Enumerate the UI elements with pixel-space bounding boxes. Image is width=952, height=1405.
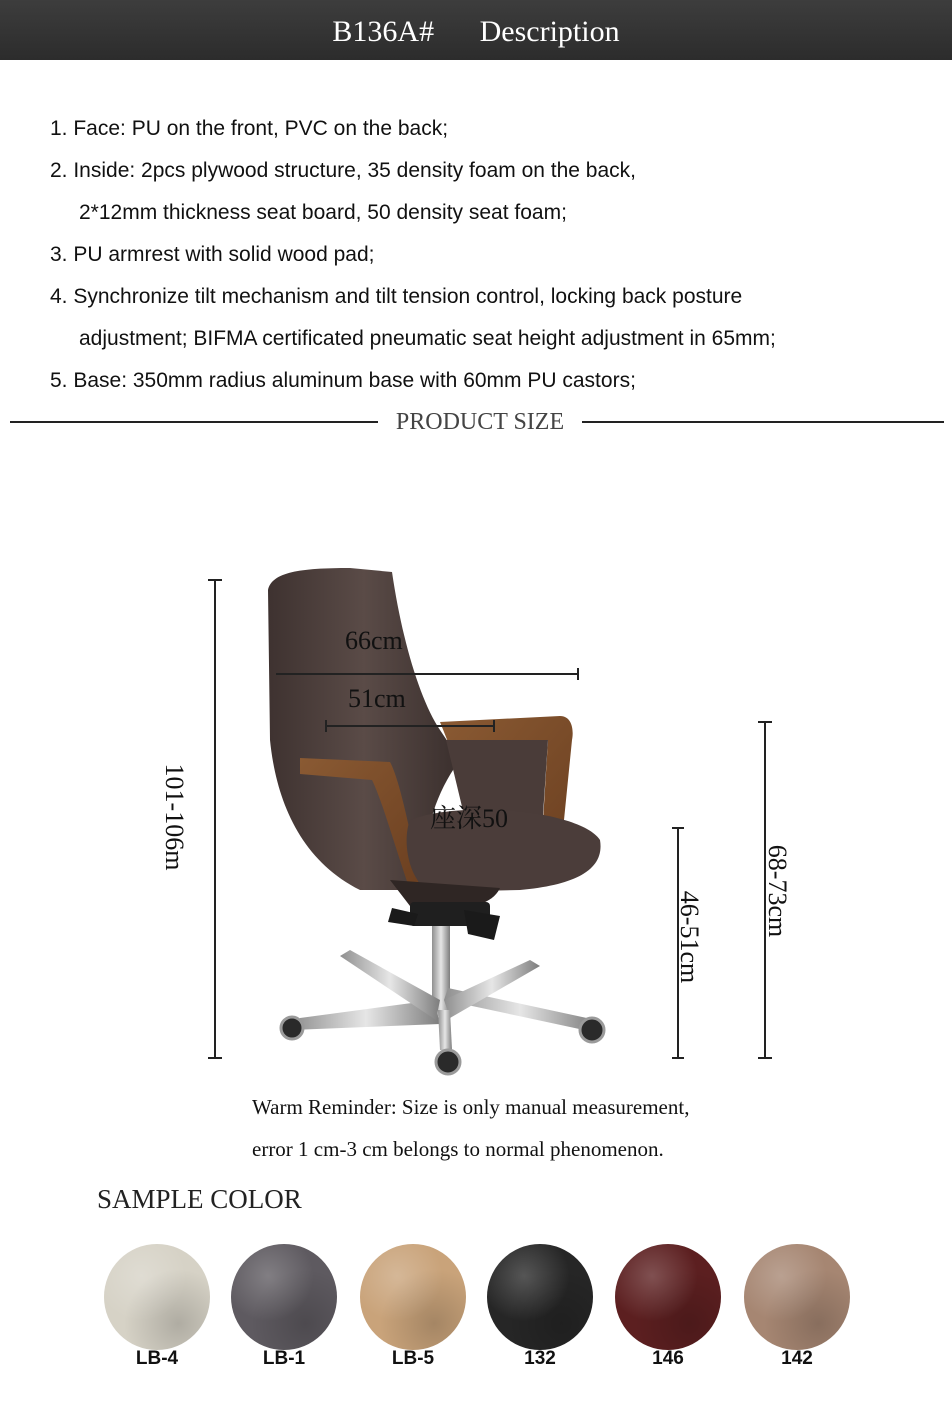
warm-reminder [252, 1086, 689, 1170]
reminder-line: Warm Reminder: Size is only manual measurement, [252, 1095, 690, 1119]
sample-color-title: SAMPLE COLOR [97, 1184, 302, 1214]
product-size-label: PRODUCT SIZE [395, 409, 565, 435]
header-title: Description [479, 15, 620, 48]
description-item: 2. Inside: 2pcs plywood structure, 35 density foam on the back, [50, 159, 636, 182]
swatch-label: 146 [652, 1348, 684, 1369]
arm-height-label: 68-73cm [763, 844, 792, 938]
swatch-label: LB-1 [262, 1348, 306, 1369]
total-height-label: 101-106m [160, 763, 189, 871]
seat-width-label: 51cm [348, 684, 406, 713]
seat-depth-label: 座深50 [430, 804, 509, 833]
color-swatch-lb-1[interactable] [231, 1244, 337, 1350]
description-item-continuation: 2*12mm thickness seat board, 50 density seat foam; [79, 201, 567, 224]
color-swatch-142[interactable] [744, 1244, 850, 1350]
swatch-label: 142 [781, 1348, 813, 1369]
description-item: 4. Synchronize tilt mechanism and tilt tension control, locking back posture [50, 285, 743, 308]
overall-width-label: 66cm [345, 626, 403, 655]
description-item: 3. PU armrest with solid wood pad; [50, 243, 375, 266]
color-swatch-146[interactable] [615, 1244, 721, 1350]
reminder-line: error 1 cm-3 cm belongs to normal phenomenon. [252, 1137, 664, 1161]
seat-height-label: 46-51cm [675, 890, 704, 984]
description-item-continuation: adjustment; BIFMA certificated pneumatic seat height adjustment in 65mm; [79, 327, 776, 350]
description-item: 5. Base: 350mm radius aluminum base with 60mm PU castors; [50, 369, 636, 392]
description-item: 1. Face: PU on the front, PVC on the back; [50, 117, 449, 140]
color-swatch-lb-5[interactable] [360, 1244, 466, 1350]
color-swatch-132[interactable] [487, 1244, 593, 1350]
swatch-label: 132 [524, 1348, 556, 1369]
model-code: B136A# [332, 15, 435, 48]
color-swatch-lb-4[interactable] [104, 1244, 210, 1350]
swatch-label: LB-5 [391, 1348, 435, 1369]
swatch-label: LB-4 [135, 1348, 179, 1369]
